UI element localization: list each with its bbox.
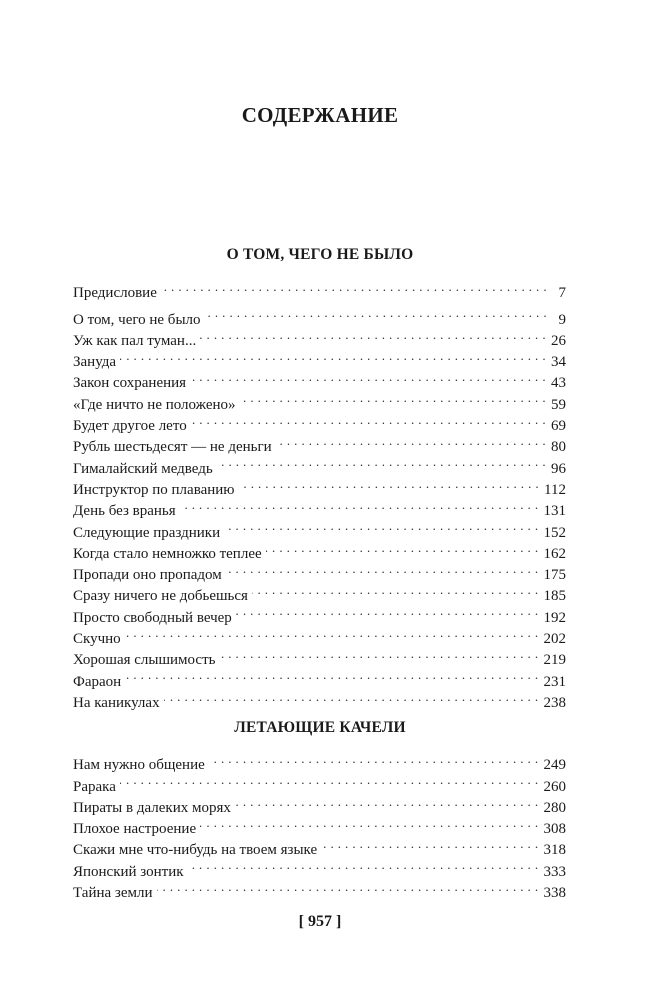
toc-entry-title: Предисловие: [73, 285, 157, 302]
toc-entry-title: Нам нужно общение: [73, 757, 205, 774]
dot-leader: [191, 409, 546, 430]
toc-entry-page: 131: [543, 503, 566, 520]
toc-entry[interactable]: [73, 366, 566, 392]
toc-entry-title: «Где ничто не положено»: [73, 396, 236, 413]
toc-entry-title: Пропади оно пропадом: [73, 567, 222, 584]
page-title: СОДЕРЖАНИЕ: [241, 103, 399, 127]
toc-entry-page: 162: [543, 545, 566, 562]
section-title: ЛЕТАЮЩИЕ КАЧЕЛИ: [234, 719, 406, 736]
toc-entry-title: День без вранья: [73, 503, 176, 520]
toc-entry-title: Закон сохранения: [73, 375, 187, 392]
toc-entry-title: Хорошая слышимость: [73, 652, 216, 669]
toc-entry-page: 333: [543, 863, 566, 880]
dot-leader: [226, 558, 539, 579]
dot-leader: [157, 876, 539, 897]
toc-entry-page: 26: [551, 332, 566, 349]
dot-leader: [120, 769, 539, 790]
toc-entry-title: Следующие праздники: [73, 524, 221, 541]
toc-entry[interactable]: [73, 791, 566, 816]
toc-entry-title: Скажи мне что-нибудь на твоем языке: [73, 842, 318, 859]
toc-entry-title: Пираты в далеких морях: [73, 799, 231, 816]
toc-entry-page: 280: [543, 799, 566, 816]
toc-entry-page: 175: [543, 567, 566, 584]
dot-leader: [276, 430, 546, 451]
toc-entry[interactable]: [73, 345, 566, 371]
toc-entry-title: Инструктор по плаванию: [73, 481, 235, 498]
dot-leader: [235, 791, 539, 812]
toc-entry-page: 202: [543, 631, 566, 648]
toc-entry[interactable]: [73, 769, 566, 795]
dot-leader: [240, 387, 546, 408]
dot-leader: [200, 812, 538, 833]
dot-leader: [236, 600, 539, 621]
toc-list: [73, 276, 566, 711]
toc-entry-page: 219: [543, 652, 566, 669]
toc-entry-page: 249: [543, 757, 566, 774]
toc-entry[interactable]: [73, 748, 566, 774]
dot-leader: [219, 643, 538, 664]
toc-entry[interactable]: [73, 302, 566, 328]
dot-leader: [209, 748, 539, 769]
toc-entry-page: 308: [543, 821, 566, 838]
toc-entry-page: 318: [543, 842, 566, 859]
dot-leader: [239, 473, 540, 494]
toc-entry[interactable]: [73, 664, 566, 690]
toc-entry-page: 260: [543, 778, 566, 795]
toc-entry-title: Гималайский медведь: [73, 460, 213, 477]
dot-leader: [205, 302, 547, 323]
toc-entry-page: 231: [543, 673, 566, 690]
toc-entry-title: Тайна земли: [73, 885, 153, 902]
toc-entry[interactable]: [73, 276, 566, 302]
dot-leader: [321, 833, 538, 854]
toc-entry[interactable]: [73, 622, 566, 648]
toc-entry-page: 80: [551, 439, 566, 456]
toc-entry-title: Уж как пал туман...: [73, 332, 197, 349]
toc-entry-page: 238: [543, 694, 566, 711]
page-number: [ 957 ]: [298, 913, 342, 930]
toc-entry-page: 34: [551, 354, 566, 371]
toc-entry-page: 43: [551, 375, 566, 392]
toc-entry-page: 59: [551, 396, 566, 413]
toc-entry-title: Рубль шестьдесят — не деньги: [73, 439, 272, 456]
toc-entry-title: Сразу ничего не добьешься: [73, 588, 248, 605]
dot-leader: [125, 622, 539, 643]
section-title: О ТОМ, ЧЕГО НЕ БЫЛО: [226, 246, 414, 263]
dot-leader: [200, 324, 546, 345]
dot-leader: [161, 276, 547, 297]
toc-entry-title: Когда стало немножко теплее: [73, 545, 262, 562]
dot-leader: [125, 664, 538, 685]
dot-leader: [217, 451, 546, 472]
toc-entry[interactable]: [73, 686, 566, 711]
toc-entry-title: Фараон: [73, 673, 122, 690]
toc-entry-page: 96: [551, 460, 566, 477]
dot-leader: [180, 494, 539, 515]
toc-entry-title: Плохое настроение: [73, 821, 197, 838]
toc-entry-page: 7: [558, 285, 566, 302]
toc-entry-title: Зануда: [73, 354, 117, 371]
toc-entry-page: 112: [544, 481, 566, 498]
toc-entry-title: Японский зонтик: [73, 863, 184, 880]
toc-entry-title: Будет другое лето: [73, 418, 187, 435]
dot-leader: [164, 686, 539, 707]
dot-leader: [252, 579, 539, 600]
dot-leader: [188, 854, 539, 875]
toc-entry-title: Скучно: [73, 631, 121, 648]
toc-entry-page: 192: [543, 609, 566, 626]
toc-entry-page: 185: [543, 588, 566, 605]
toc-entry-title: Рарака: [73, 778, 116, 795]
toc-entry-page: 338: [543, 885, 566, 902]
dot-leader: [224, 515, 538, 536]
dot-leader: [190, 366, 546, 387]
dot-leader: [266, 537, 539, 558]
toc-entry-title: Просто свободный вечер: [73, 609, 232, 626]
toc-entry-title: О том, чего не было: [73, 311, 201, 328]
dot-leader: [120, 345, 546, 366]
toc-list: [73, 748, 566, 902]
toc-entry-page: 69: [551, 418, 566, 435]
toc-entry-page: 9: [558, 311, 566, 328]
toc-entry-page: 152: [543, 524, 566, 541]
toc-entry[interactable]: [73, 643, 566, 669]
toc-entry-title: На каникулах: [73, 694, 160, 711]
